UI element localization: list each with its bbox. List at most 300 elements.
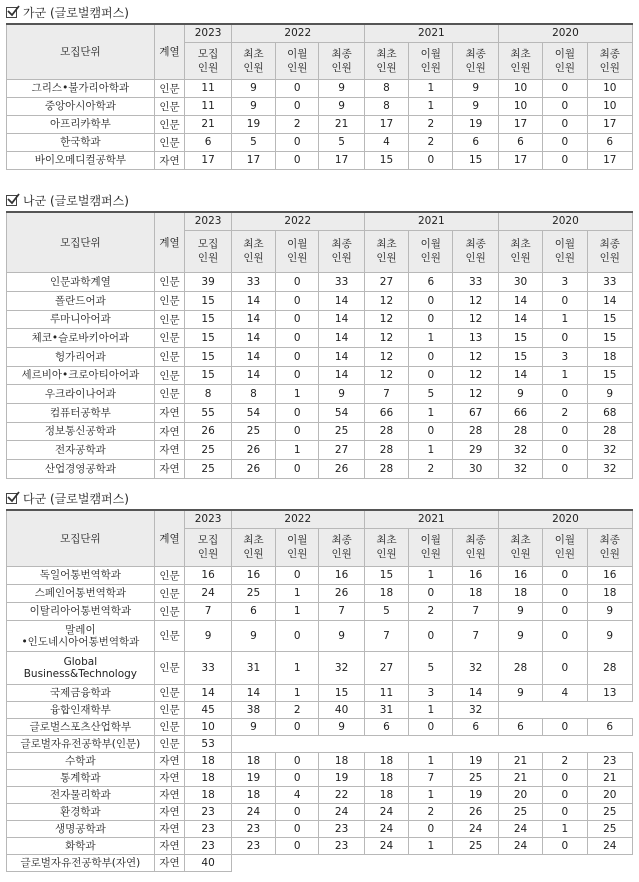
header-waitlist — [276, 230, 319, 272]
cell-y2022-final: 9 — [319, 79, 364, 97]
cell-y2021-final: 12 — [453, 291, 498, 310]
cell-y2022-waitlist: 0 — [276, 837, 319, 854]
header-waitlist-line1: 이월 — [554, 534, 575, 546]
header-final-line1: 최종 — [599, 47, 620, 60]
header-year: 2022 — [231, 510, 364, 528]
cell-y2021-final: 32 — [453, 701, 498, 718]
cell-unit: 독일어통번역학과 — [7, 566, 155, 584]
cell-y2020-initial: 9 — [498, 620, 542, 651]
cell-y2022-final: 40 — [319, 701, 364, 718]
header-final-line2: 인원 — [465, 61, 486, 74]
header-final-line1: 최종 — [331, 534, 352, 546]
cell-y2020-initial: 66 — [498, 403, 542, 422]
cell-y2020-initial: 9 — [498, 684, 542, 701]
cell-y2020-final: 23 — [587, 752, 632, 769]
cell-empty — [231, 854, 632, 871]
header-initial — [364, 230, 408, 272]
header-final — [453, 230, 498, 272]
cell-y2020-waitlist: 0 — [543, 769, 587, 786]
cell-y2022-final: 7 — [319, 602, 364, 620]
header-unit: 모집단위 — [7, 212, 155, 272]
cell-y2021-final: 32 — [453, 651, 498, 684]
cell-unit: 전자공학과 — [7, 440, 155, 459]
cell-field: 인문 — [154, 602, 185, 620]
cell-y2022-waitlist: 0 — [276, 820, 319, 837]
cell-y2020-final: 13 — [587, 684, 632, 701]
cell-y2022-final: 54 — [319, 403, 364, 422]
cell-y2020-waitlist: 0 — [543, 718, 587, 735]
cell-y2022-initial: 23 — [231, 820, 275, 837]
header-year: 2021 — [364, 212, 498, 230]
header-waitlist — [276, 42, 319, 79]
cell-recruit: 53 — [185, 735, 231, 752]
cell-y2022-final: 19 — [319, 769, 364, 786]
cell-y2020-initial: 21 — [498, 752, 542, 769]
header-final — [587, 42, 632, 79]
cell-y2020-final: 32 — [587, 440, 632, 459]
cell-y2022-initial: 9 — [231, 718, 275, 735]
cell-y2022-initial: 8 — [231, 384, 275, 403]
cell-y2021-initial: 12 — [364, 347, 408, 366]
cell-y2020-waitlist: 1 — [543, 820, 587, 837]
header-final — [453, 42, 498, 79]
header-waitlist-line1: 이월 — [420, 238, 441, 250]
header-initial-line1: 최초 — [376, 47, 397, 60]
cell-field: 자연 — [154, 803, 185, 820]
header-recruit — [185, 42, 231, 79]
cell-y2020-final: 9 — [587, 384, 632, 403]
cell-y2021-initial: 15 — [364, 566, 408, 584]
cell-unit: 헝가리어과 — [7, 347, 155, 366]
header-initial-line1: 최초 — [376, 534, 397, 546]
table-row — [7, 803, 633, 820]
header-recruit — [185, 528, 231, 566]
cell-y2022-waitlist: 2 — [276, 701, 319, 718]
section-title — [6, 489, 129, 507]
cell-y2020-final: 18 — [587, 584, 632, 602]
cell-y2020-initial: 21 — [498, 769, 542, 786]
cell-y2021-final: 33 — [453, 272, 498, 291]
cell-recruit: 23 — [185, 803, 231, 820]
cell-y2020-final: 17 — [587, 115, 632, 133]
cell-recruit: 7 — [185, 602, 231, 620]
cell-y2021-initial: 17 — [364, 115, 408, 133]
cell-field: 인문 — [154, 718, 185, 735]
header-initial — [364, 528, 408, 566]
table-row — [7, 602, 633, 620]
header-initial — [231, 42, 275, 79]
cell-y2022-initial: 9 — [231, 620, 275, 651]
header-final-line2: 인원 — [331, 548, 352, 560]
cell-y2021-waitlist: 2 — [409, 133, 453, 151]
cell-y2020-waitlist: 0 — [543, 328, 587, 347]
table-row — [7, 651, 633, 684]
cell-y2022-final: 9 — [319, 620, 364, 651]
cell-y2022-waitlist: 1 — [276, 584, 319, 602]
cell-field: 자연 — [154, 752, 185, 769]
cell-y2021-waitlist: 5 — [409, 651, 453, 684]
header-waitlist-line2: 인원 — [287, 252, 308, 264]
cell-y2022-waitlist: 0 — [276, 752, 319, 769]
cell-unit: 한국학과 — [7, 133, 155, 151]
header-initial-line2: 인원 — [376, 252, 397, 264]
admission-table — [6, 211, 633, 479]
table-row — [7, 151, 633, 169]
cell-field: 인문 — [154, 566, 185, 584]
cell-field: 인문 — [154, 291, 185, 310]
admission-table — [6, 509, 633, 872]
cell-unit: 아프리카학부 — [7, 115, 155, 133]
header-final-line1: 최종 — [465, 534, 486, 546]
cell-y2020-initial: 9 — [498, 384, 542, 403]
cell-y2022-waitlist: 0 — [276, 79, 319, 97]
cell-y2020-waitlist: 1 — [543, 310, 587, 328]
cell-y2020-final: 18 — [587, 347, 632, 366]
cell-y2020-waitlist: 0 — [543, 440, 587, 459]
cell-y2020-initial: 9 — [498, 602, 542, 620]
cell-y2021-waitlist: 5 — [409, 384, 453, 403]
cell-y2021-waitlist: 1 — [409, 566, 453, 584]
cell-y2021-final: 19 — [453, 115, 498, 133]
cell-y2022-initial: 18 — [231, 786, 275, 803]
cell-unit: 환경학과 — [7, 803, 155, 820]
cell-recruit: 6 — [185, 133, 231, 151]
cell-y2020-final: 9 — [587, 620, 632, 651]
cell-y2021-initial: 24 — [364, 820, 408, 837]
cell-y2022-initial: 18 — [231, 752, 275, 769]
cell-y2022-waitlist: 1 — [276, 684, 319, 701]
cell-field: 인문 — [154, 115, 185, 133]
section-title-text: 다군 (글로벌캠퍼스) — [23, 491, 129, 506]
cell-y2021-final: 26 — [453, 803, 498, 820]
header-final-line2: 인원 — [599, 548, 620, 560]
header-initial-line2: 인원 — [510, 252, 531, 264]
cell-field: 인문 — [154, 735, 185, 752]
checkbox-icon — [6, 7, 17, 18]
cell-y2022-final: 14 — [319, 310, 364, 328]
table-row — [7, 854, 633, 871]
cell-unit: 이탈리아어통번역학과 — [7, 602, 155, 620]
header-waitlist — [409, 528, 453, 566]
cell-y2022-waitlist: 0 — [276, 459, 319, 478]
cell-recruit: 23 — [185, 820, 231, 837]
cell-y2022-initial: 19 — [231, 769, 275, 786]
cell-y2020-final: 25 — [587, 820, 632, 837]
cell-y2022-waitlist: 1 — [276, 384, 319, 403]
header-waitlist-line2: 인원 — [554, 252, 575, 264]
section-title — [6, 3, 129, 21]
cell-y2020-initial: 25 — [498, 803, 542, 820]
cell-y2020-waitlist: 0 — [543, 151, 587, 169]
header-final-line1: 최종 — [599, 238, 620, 250]
cell-field: 자연 — [154, 769, 185, 786]
cell-recruit: 39 — [185, 272, 231, 291]
cell-y2021-waitlist: 0 — [409, 422, 453, 440]
cell-y2020-final: 15 — [587, 310, 632, 328]
header-initial-line2: 인원 — [243, 61, 264, 74]
cell-recruit: 11 — [185, 79, 231, 97]
table-row — [7, 769, 633, 786]
cell-y2022-initial: 33 — [231, 272, 275, 291]
cell-recruit: 33 — [185, 651, 231, 684]
cell-y2021-initial: 24 — [364, 837, 408, 854]
cell-y2022-initial: 54 — [231, 403, 275, 422]
cell-unit: 융합인재학부 — [7, 701, 155, 718]
cell-y2021-final: 14 — [453, 684, 498, 701]
cell-y2022-final: 26 — [319, 459, 364, 478]
cell-y2020-final: 32 — [587, 459, 632, 478]
table-row — [7, 347, 633, 366]
cell-y2022-initial: 17 — [231, 151, 275, 169]
cell-recruit: 16 — [185, 566, 231, 584]
cell-y2020-waitlist: 0 — [543, 459, 587, 478]
header-field: 계열 — [154, 510, 185, 566]
cell-recruit: 15 — [185, 310, 231, 328]
cell-y2022-final: 9 — [319, 718, 364, 735]
cell-y2022-initial: 6 — [231, 602, 275, 620]
cell-recruit: 18 — [185, 769, 231, 786]
cell-y2022-initial: 24 — [231, 803, 275, 820]
header-initial — [231, 230, 275, 272]
cell-y2022-final: 18 — [319, 752, 364, 769]
header-unit: 모집단위 — [7, 24, 155, 79]
table-row — [7, 584, 633, 602]
cell-y2022-final: 32 — [319, 651, 364, 684]
cell-y2020-waitlist: 3 — [543, 347, 587, 366]
cell-y2020-waitlist: 0 — [543, 422, 587, 440]
table-row — [7, 820, 633, 837]
header-waitlist-line1: 이월 — [420, 47, 441, 60]
cell-y2020-waitlist: 0 — [543, 97, 587, 115]
table-row — [7, 422, 633, 440]
cell-y2020-initial: 10 — [498, 79, 542, 97]
cell-y2020-waitlist: 0 — [543, 291, 587, 310]
cell-y2021-initial: 27 — [364, 651, 408, 684]
header-waitlist — [543, 230, 587, 272]
header-initial-line2: 인원 — [510, 61, 531, 74]
cell-unit: 말레이 •인도네시아어통번역학과 — [7, 620, 155, 651]
cell-y2021-waitlist: 0 — [409, 584, 453, 602]
cell-y2021-waitlist: 1 — [409, 752, 453, 769]
cell-y2021-initial: 12 — [364, 328, 408, 347]
table-row — [7, 718, 633, 735]
cell-recruit: 25 — [185, 440, 231, 459]
header-waitlist-line2: 인원 — [287, 548, 308, 560]
table-row — [7, 701, 633, 718]
cell-y2020-initial: 17 — [498, 151, 542, 169]
cell-y2021-waitlist: 2 — [409, 459, 453, 478]
cell-field: 인문 — [154, 97, 185, 115]
cell-y2022-initial: 5 — [231, 133, 275, 151]
table-row — [7, 786, 633, 803]
header-final-line2: 인원 — [465, 252, 486, 264]
cell-y2020-waitlist: 4 — [543, 684, 587, 701]
cell-y2021-waitlist: 0 — [409, 718, 453, 735]
cell-y2021-initial: 18 — [364, 584, 408, 602]
cell-y2022-initial: 9 — [231, 79, 275, 97]
cell-y2021-initial: 28 — [364, 422, 408, 440]
cell-y2020-waitlist: 2 — [543, 403, 587, 422]
cell-field: 인문 — [154, 701, 185, 718]
cell-y2020-initial: 14 — [498, 291, 542, 310]
cell-y2020-initial: 15 — [498, 328, 542, 347]
cell-y2020-final: 28 — [587, 422, 632, 440]
cell-y2022-waitlist: 0 — [276, 769, 319, 786]
cell-y2021-initial: 6 — [364, 718, 408, 735]
cell-y2021-final: 19 — [453, 786, 498, 803]
cell-y2020-initial: 14 — [498, 366, 542, 384]
cell-y2021-waitlist: 7 — [409, 769, 453, 786]
cell-y2022-final: 14 — [319, 366, 364, 384]
header-field: 계열 — [154, 24, 185, 79]
cell-y2021-initial: 28 — [364, 440, 408, 459]
header-initial-line1: 최초 — [510, 534, 531, 546]
cell-y2021-final: 29 — [453, 440, 498, 459]
cell-y2022-final: 23 — [319, 820, 364, 837]
cell-y2020-final: 6 — [587, 718, 632, 735]
cell-unit: 전자물리학과 — [7, 786, 155, 803]
cell-recruit: 15 — [185, 291, 231, 310]
cell-y2020-waitlist: 0 — [543, 837, 587, 854]
header-recruit-line2: 인원 — [197, 61, 219, 74]
table-row — [7, 735, 633, 752]
header-initial-line1: 최초 — [243, 47, 264, 60]
cell-y2020-initial: 6 — [498, 718, 542, 735]
header-final — [587, 528, 632, 566]
cell-y2020-final: 6 — [587, 133, 632, 151]
cell-y2021-initial: 4 — [364, 133, 408, 151]
header-waitlist-line2: 인원 — [420, 252, 441, 264]
header-final — [319, 528, 364, 566]
cell-y2022-final: 33 — [319, 272, 364, 291]
cell-y2022-final: 15 — [319, 684, 364, 701]
header-initial-line2: 인원 — [376, 61, 397, 74]
section-title-text: 가군 (글로벌캠퍼스) — [23, 5, 129, 20]
header-initial-line1: 최초 — [510, 47, 531, 60]
header-year: 2020 — [498, 212, 632, 230]
cell-y2020-waitlist: 0 — [543, 133, 587, 151]
cell-empty — [231, 735, 632, 752]
cell-recruit: 15 — [185, 366, 231, 384]
cell-y2020-initial: 24 — [498, 837, 542, 854]
cell-field: 인문 — [154, 272, 185, 291]
cell-y2020-final: 28 — [587, 651, 632, 684]
cell-field: 인문 — [154, 684, 185, 701]
cell-y2021-waitlist: 3 — [409, 684, 453, 701]
cell-y2022-initial: 14 — [231, 328, 275, 347]
cell-y2022-initial: 38 — [231, 701, 275, 718]
header-year: 2020 — [498, 24, 632, 42]
cell-y2021-initial: 12 — [364, 310, 408, 328]
cell-recruit: 15 — [185, 328, 231, 347]
cell-y2022-waitlist: 0 — [276, 422, 319, 440]
cell-y2020-final: 9 — [587, 602, 632, 620]
header-final-line1: 최종 — [331, 238, 352, 250]
cell-unit: 산업경영공학과 — [7, 459, 155, 478]
cell-unit: 인문과학계열 — [7, 272, 155, 291]
header-final-line1: 최종 — [599, 534, 620, 546]
table-row — [7, 752, 633, 769]
cell-field: 자연 — [154, 422, 185, 440]
cell-y2021-final: 7 — [453, 602, 498, 620]
header-waitlist-line1: 이월 — [287, 47, 308, 60]
cell-y2022-initial: 25 — [231, 584, 275, 602]
cell-y2021-final: 12 — [453, 347, 498, 366]
cell-y2020-final: 21 — [587, 769, 632, 786]
cell-y2021-waitlist: 2 — [409, 602, 453, 620]
cell-field: 자연 — [154, 820, 185, 837]
cell-y2021-initial: 18 — [364, 752, 408, 769]
cell-y2020-final: 10 — [587, 97, 632, 115]
header-waitlist-line2: 인원 — [420, 61, 441, 74]
cell-unit: 수학과 — [7, 752, 155, 769]
table-row — [7, 384, 633, 403]
header-initial — [364, 42, 408, 79]
cell-unit: 국제금융학과 — [7, 684, 155, 701]
header-final — [453, 528, 498, 566]
header-waitlist — [543, 42, 587, 79]
header-unit: 모집단위 — [7, 510, 155, 566]
header-initial-line1: 최초 — [376, 238, 397, 250]
cell-recruit: 25 — [185, 459, 231, 478]
cell-unit: 바이오메디컬공학부 — [7, 151, 155, 169]
cell-y2022-initial: 26 — [231, 440, 275, 459]
header-initial — [231, 528, 275, 566]
cell-y2021-waitlist: 1 — [409, 79, 453, 97]
cell-y2022-waitlist: 0 — [276, 366, 319, 384]
cell-y2021-waitlist: 1 — [409, 97, 453, 115]
cell-recruit: 23 — [185, 837, 231, 854]
cell-y2020-final: 68 — [587, 403, 632, 422]
table-row — [7, 79, 633, 97]
header-recruit — [185, 230, 231, 272]
header-waitlist-line2: 인원 — [554, 548, 575, 560]
cell-y2020-waitlist: 0 — [543, 79, 587, 97]
cell-y2020-waitlist: 0 — [543, 620, 587, 651]
cell-y2022-waitlist: 0 — [276, 620, 319, 651]
cell-y2021-waitlist: 0 — [409, 291, 453, 310]
table-row — [7, 403, 633, 422]
header-waitlist-line2: 인원 — [554, 61, 575, 74]
cell-y2020-final: 16 — [587, 566, 632, 584]
cell-y2022-initial: 14 — [231, 347, 275, 366]
cell-unit: 우크라이나어과 — [7, 384, 155, 403]
cell-y2020-final: 20 — [587, 786, 632, 803]
cell-y2020-initial: 16 — [498, 566, 542, 584]
cell-field: 인문 — [154, 347, 185, 366]
cell-y2022-initial: 23 — [231, 837, 275, 854]
header-initial-line2: 인원 — [243, 548, 264, 560]
cell-y2020-final: 15 — [587, 328, 632, 347]
cell-y2020-final: 33 — [587, 272, 632, 291]
cell-unit: 글로벌자유전공학부(자연) — [7, 854, 155, 871]
cell-field: 자연 — [154, 403, 185, 422]
header-waitlist-line1: 이월 — [554, 47, 575, 60]
checkbox-icon — [6, 195, 17, 206]
cell-y2021-initial: 12 — [364, 366, 408, 384]
cell-y2020-initial: 28 — [498, 651, 542, 684]
cell-y2021-initial: 8 — [364, 97, 408, 115]
cell-y2020-final: 17 — [587, 151, 632, 169]
header-year: 2021 — [364, 24, 498, 42]
header-initial — [498, 42, 542, 79]
header-waitlist — [409, 42, 453, 79]
cell-recruit: 17 — [185, 151, 231, 169]
header-initial-line2: 인원 — [376, 548, 397, 560]
cell-y2021-initial: 7 — [364, 620, 408, 651]
cell-y2021-waitlist: 6 — [409, 272, 453, 291]
header-initial — [498, 230, 542, 272]
